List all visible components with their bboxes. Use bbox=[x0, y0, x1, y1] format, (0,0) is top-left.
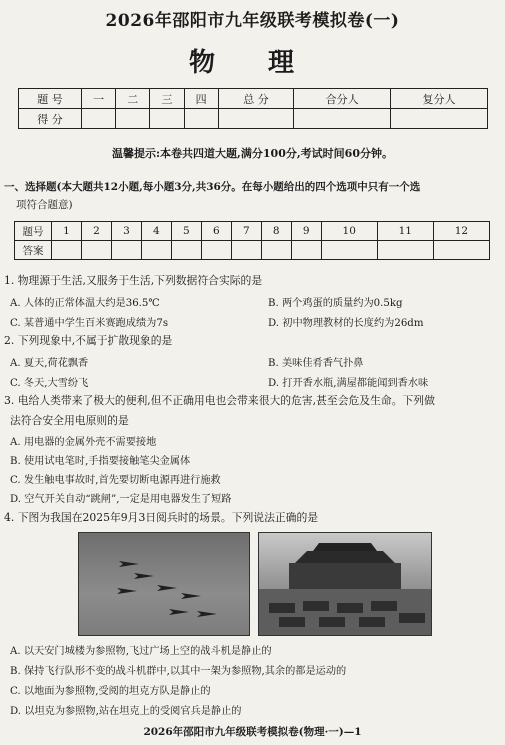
question-1-option-a: A. 人体的正常体温大约是36.5℃ bbox=[10, 298, 160, 309]
exam-title: 2026年邵阳市九年级联考模拟卷(一) bbox=[105, 11, 400, 31]
section-one-heading bbox=[4, 178, 500, 214]
question-3-option-c: C. 发生触电事故时,首先要切断电源再进行施救 bbox=[10, 475, 221, 486]
question-3-stem-line2: 法符合安全用电原则的是 bbox=[10, 414, 129, 427]
question-4-option-a: A. 以天安门城楼为参照物,飞过广场上空的战斗机是静止的 bbox=[10, 646, 272, 657]
question-2-option-a: A. 夏天,荷花飘香 bbox=[10, 358, 89, 369]
answer-input-cell[interactable] bbox=[141, 241, 171, 260]
question-number-cell: 8 bbox=[261, 222, 291, 241]
question-2-option-c: C. 冬天,大雪纷飞 bbox=[10, 378, 89, 389]
question-4-stem: 4. 下图为我国在2025年9月3日阅兵时的场景。下列说法正确的是 bbox=[4, 511, 319, 524]
score-cell: 题 号 bbox=[19, 89, 82, 109]
question-2-option-d: D. 打开香水瓶,满屋都能闻到香水味 bbox=[268, 378, 429, 389]
answer-table-label: 题号 bbox=[15, 222, 52, 241]
question-number-cell: 6 bbox=[201, 222, 231, 241]
tiananmen-tank-illustration bbox=[259, 533, 431, 635]
score-table-score-row bbox=[19, 109, 488, 129]
score-input-cell[interactable] bbox=[150, 109, 184, 129]
score-cell: 一 bbox=[82, 89, 116, 109]
score-input-cell[interactable] bbox=[184, 109, 218, 129]
fighter-jets-illustration bbox=[79, 533, 249, 635]
answer-table bbox=[14, 221, 490, 260]
question-number-cell: 2 bbox=[81, 222, 111, 241]
answer-table-label: 答案 bbox=[15, 241, 52, 260]
answer-input-cell[interactable] bbox=[433, 241, 489, 260]
question-number-cell: 12 bbox=[433, 222, 489, 241]
subject-title: 物 理 bbox=[188, 48, 317, 78]
question-number-cell: 4 bbox=[141, 222, 171, 241]
section-heading-line: 一、选择题(本大题共12小题,每小题3分,共36分。在每小题给出的四个选项中只有一个选 bbox=[4, 181, 421, 193]
question-1-option-b: B. 两个鸡蛋的质量约为0.5kg bbox=[268, 298, 403, 309]
answer-input-cell[interactable] bbox=[231, 241, 261, 260]
score-cell: 合分人 bbox=[294, 89, 391, 109]
question-3-option-a: A. 用电器的金属外壳不需要接地 bbox=[10, 437, 157, 448]
score-cell: 总 分 bbox=[218, 89, 294, 109]
score-input-cell[interactable] bbox=[391, 109, 488, 129]
question-2-stem: 2. 下列现象中,不属于扩散现象的是 bbox=[4, 334, 173, 347]
question-2-option-b: B. 美味佳肴香气扑鼻 bbox=[268, 358, 364, 369]
question-number-cell: 9 bbox=[291, 222, 321, 241]
page-footer: 2026年邵阳市九年级联考模拟卷(物理·一)—1 bbox=[143, 726, 362, 738]
question-number-cell: 5 bbox=[171, 222, 201, 241]
question-3-option-b: B. 使用试电笔时,手指要接触笔尖金属体 bbox=[10, 456, 191, 467]
answer-input-cell[interactable] bbox=[111, 241, 141, 260]
question-number-cell: 11 bbox=[377, 222, 433, 241]
answer-input-cell[interactable] bbox=[377, 241, 433, 260]
question-number-cell: 10 bbox=[321, 222, 377, 241]
score-input-cell[interactable] bbox=[82, 109, 116, 129]
question-number-cell: 1 bbox=[52, 222, 82, 241]
score-table bbox=[18, 88, 488, 129]
question-1-option-c: C. 某普通中学生百米赛跑成绩为7s bbox=[10, 318, 169, 329]
answer-input-cell[interactable] bbox=[261, 241, 291, 260]
score-cell: 四 bbox=[184, 89, 218, 109]
answer-table-answer-row bbox=[15, 241, 490, 260]
question-4-option-c: C. 以地面为参照物,受阅的坦克方队是静止的 bbox=[10, 686, 211, 697]
question-1-stem: 1. 物理源于生活,又服务于生活,下列数据符合实际的是 bbox=[4, 274, 263, 287]
question-number-cell: 7 bbox=[231, 222, 261, 241]
question-number-cell: 3 bbox=[111, 222, 141, 241]
question-3-stem-line1: 3. 电给人类带来了极大的便利,但不正确用电也会带来很大的危害,甚至会危及生命。下列做 bbox=[4, 394, 435, 407]
score-input-cell[interactable] bbox=[294, 109, 391, 129]
question-4-option-d: D. 以坦克为参照物,站在坦克上的受阅官兵是静止的 bbox=[10, 706, 242, 717]
question-1-option-d: D. 初中物理教材的长度约为26dm bbox=[268, 318, 424, 329]
score-input-cell[interactable] bbox=[218, 109, 294, 129]
score-cell: 复分人 bbox=[391, 89, 488, 109]
answer-input-cell[interactable] bbox=[201, 241, 231, 260]
answer-input-cell[interactable] bbox=[321, 241, 377, 260]
answer-input-cell[interactable] bbox=[171, 241, 201, 260]
score-cell: 二 bbox=[116, 89, 150, 109]
warm-tip: 温馨提示:本卷共四道大题,满分100分,考试时间60分钟。 bbox=[112, 147, 393, 160]
section-heading-line: 项符合题意) bbox=[16, 199, 73, 211]
fighter-jets-photo bbox=[78, 532, 250, 636]
question-3-option-d: D. 空气开关自动“跳闸”,一定是用电器发生了短路 bbox=[10, 494, 232, 505]
answer-table-number-row bbox=[15, 222, 490, 241]
answer-input-cell[interactable] bbox=[52, 241, 82, 260]
score-input-cell[interactable] bbox=[116, 109, 150, 129]
answer-input-cell[interactable] bbox=[291, 241, 321, 260]
score-cell: 三 bbox=[150, 89, 184, 109]
score-table-header-row bbox=[19, 89, 488, 109]
score-label: 得 分 bbox=[19, 109, 82, 129]
tiananmen-parade-photo bbox=[258, 532, 432, 636]
question-4-option-b: B. 保持飞行队形不变的战斗机群中,以其中一架为参照物,其余的都是运动的 bbox=[10, 666, 347, 677]
answer-input-cell[interactable] bbox=[81, 241, 111, 260]
